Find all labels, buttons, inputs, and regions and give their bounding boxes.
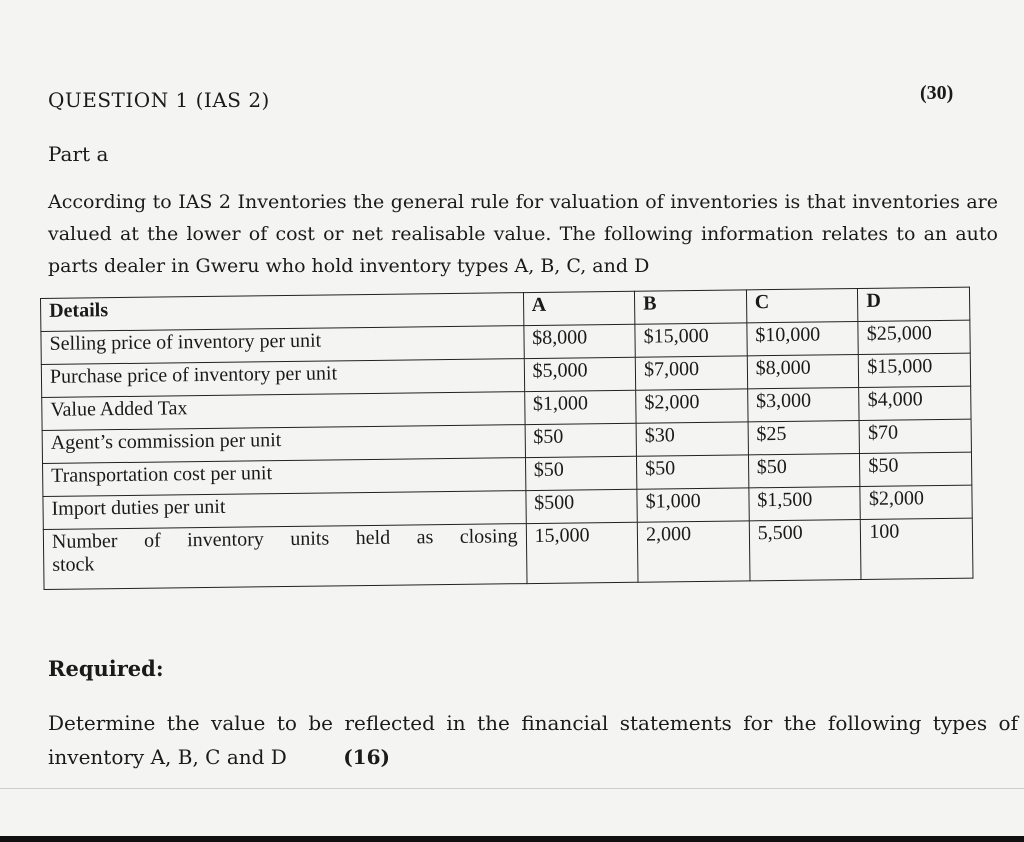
cell-c: $10,000 <box>747 322 859 356</box>
cell-d: $15,000 <box>859 353 971 387</box>
header-a: A <box>523 291 635 325</box>
cell-d: $70 <box>859 419 971 453</box>
inventory-table <box>40 287 973 590</box>
cell-d: $50 <box>860 452 972 486</box>
cell-c: $3,000 <box>747 388 859 422</box>
cell-a: $8,000 <box>523 324 635 358</box>
cell-d: 100 <box>861 518 973 579</box>
cell-b: $7,000 <box>635 356 747 390</box>
cell-d: $2,000 <box>860 485 972 519</box>
cell-c: 5,500 <box>749 519 861 580</box>
page-bottom-edge <box>0 836 1024 842</box>
cell-b: $30 <box>636 422 748 456</box>
row-label: Import duties per unit <box>43 491 526 530</box>
cell-a: $500 <box>525 489 637 523</box>
cell-c: $1,500 <box>749 486 861 520</box>
cell-c: $25 <box>748 420 860 454</box>
header-d: D <box>858 287 970 321</box>
row-label: Value Added Tax <box>42 392 525 431</box>
intro-paragraph: According to IAS 2 Inventories the general rule for valuation of inventories is that inventories are valued at the lower of cost or net realisable value. The following information relates to an auto parts dealer in Gweru who hold inventory types A, B, C, and D <box>48 191 998 277</box>
question-title: QUESTION 1 (IAS 2) <box>48 88 270 112</box>
cell-b: $50 <box>637 455 749 489</box>
cell-a: 15,000 <box>526 522 638 583</box>
row-label: Purchase price of inventory per unit <box>41 359 524 398</box>
cell-a: $5,000 <box>524 357 636 391</box>
row-label-line1: Number of inventory units held as closing <box>51 525 518 553</box>
cell-b: $1,000 <box>637 488 749 522</box>
cell-b: $15,000 <box>635 323 747 357</box>
question-marks: (30) <box>920 82 954 104</box>
header-b: B <box>635 290 747 324</box>
row-label <box>43 524 526 590</box>
cell-d: $25,000 <box>858 320 970 354</box>
cell-c: $8,000 <box>747 355 859 389</box>
cell-b: $2,000 <box>636 389 748 423</box>
task-paragraph <box>48 706 1018 774</box>
task-text: Determine the value to be reflected in the financial statements for the following types of inventory A, B, C and D <box>48 711 1018 769</box>
required-heading: Required: <box>48 656 164 681</box>
row-label: Transportation cost per unit <box>43 458 526 497</box>
row-label: Agent’s commission per unit <box>42 425 525 464</box>
table-row <box>43 518 973 589</box>
cell-a: $50 <box>525 423 637 457</box>
cell-d: $4,000 <box>859 386 971 420</box>
row-label: Selling price of inventory per unit <box>41 326 524 365</box>
part-heading: Part a <box>48 142 109 166</box>
header-details: Details <box>41 293 524 332</box>
cell-c: $50 <box>748 453 860 487</box>
row-label-line2: stock <box>52 553 95 576</box>
cell-b: 2,000 <box>637 521 749 582</box>
cell-a: $50 <box>525 456 637 490</box>
task-points: (16) <box>343 745 390 769</box>
header-c: C <box>746 289 858 323</box>
page-divider <box>0 788 1024 789</box>
cell-a: $1,000 <box>524 390 636 424</box>
